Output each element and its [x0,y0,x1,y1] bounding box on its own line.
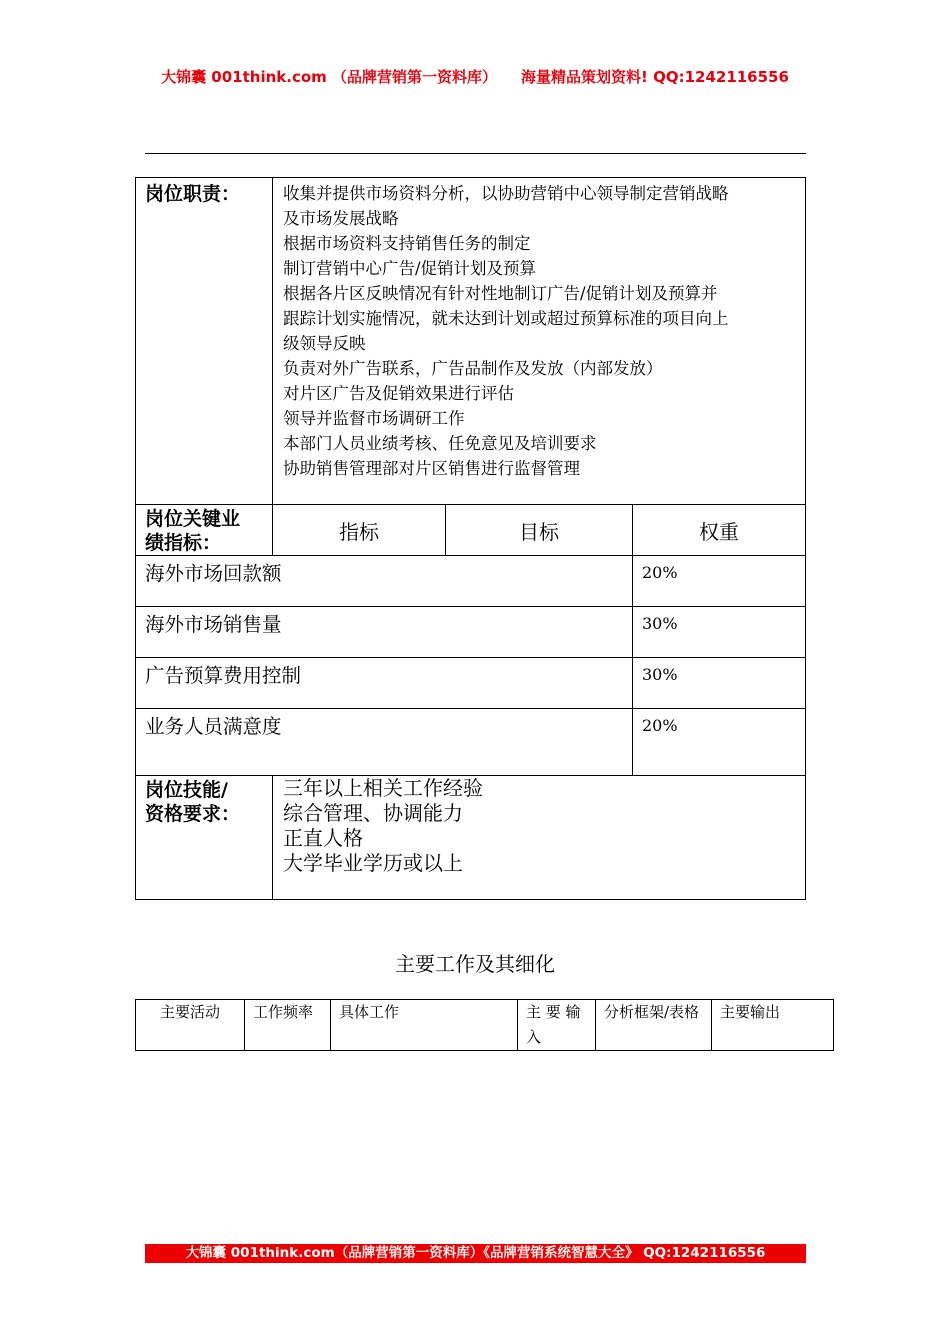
skills-content [273,776,806,900]
skills-label [136,776,273,900]
work-col-frequency: 工作频率 [245,1000,331,1051]
kpi-row-weight: 20% [633,709,806,776]
duty-line: 级领导反映 [283,334,366,353]
duty-line: 跟踪计划实施情况，就未达到计划或超过预算标准的项目向上 [283,309,729,328]
work-col-detail: 具体工作 [331,1000,518,1051]
kpi-label-line: 岗位关键业 [145,508,241,530]
duty-line: 制订营销中心广告/促销计划及预算 [283,259,537,278]
work-table-header-row [136,1000,834,1051]
duty-line: 根据各片区反映情况有针对性地制订广告/促销计划及预算并 [283,284,718,303]
work-col-input: 主 要 输入 [518,1000,596,1051]
skills-row [136,776,806,900]
kpi-row-name: 业务人员满意度 [136,709,633,776]
kpi-row [136,658,806,709]
duty-line: 协助销售管理部对片区销售进行监督管理 [283,459,580,478]
section-title: 主要工作及其细化 [395,952,555,976]
kpi-row-name: 广告预算费用控制 [136,658,633,709]
duties-content [273,178,806,505]
duty-line: 本部门人员业绩考核、任免意见及培训要求 [283,434,597,453]
duties-row [136,178,806,505]
kpi-col-indicator: 指标 [273,505,446,556]
skill-line: 三年以上相关工作经验 [283,776,483,800]
skill-line: 综合管理、协调能力 [283,801,463,825]
kpi-row [136,607,806,658]
header-slogan: 海量精品策划资料! QQ:1242116556 [521,68,789,86]
duty-line: 收集并提供市场资料分析，以协助营销中心领导制定营销战略 [283,184,729,203]
skills-label-line: 岗位技能/ [145,779,228,801]
kpi-row-name: 海外市场销售量 [136,607,633,658]
kpi-col-weight: 权重 [633,505,806,556]
duty-line: 领导并监督市场调研工作 [283,409,465,428]
work-detail-table [135,999,834,1051]
duty-line: 根据市场资料支持销售任务的制定 [283,234,531,253]
skills-label-line: 资格要求： [145,803,241,825]
kpi-label [136,505,273,556]
work-col-framework: 分析框架/表格 [596,1000,712,1051]
kpi-label-line: 绩指标： [145,532,222,554]
kpi-row-weight: 30% [633,607,806,658]
kpi-col-target: 目标 [446,505,633,556]
header-rule [145,153,806,154]
duty-line: 对片区广告及促销效果进行评估 [283,384,514,403]
work-col-output: 主要输出 [712,1000,834,1051]
duty-line: 及市场发展战略 [283,209,399,228]
kpi-row-weight: 30% [633,658,806,709]
work-col-activity: 主要活动 [136,1000,245,1051]
kpi-row-weight: 20% [633,556,806,607]
skill-line: 正直人格 [283,826,363,850]
kpi-row-name: 海外市场回款额 [136,556,633,607]
kpi-row [136,709,806,776]
page-header [0,66,950,87]
kpi-header-row [136,505,806,556]
skill-line: 大学毕业学历或以上 [283,851,463,875]
duty-line: 负责对外广告联系，广告品制作及发放（内部发放） [283,359,663,378]
duties-label: 岗位职责： [136,178,273,505]
job-description-table [135,177,806,900]
kpi-row [136,556,806,607]
page-footer: 大锦囊 001think.com（品牌营销第一资料库）《品牌营销系统智慧大全》 QQ:1242116556 [145,1244,806,1263]
header-site-link[interactable]: 大锦囊 001think.com （品牌营销第一资料库） [161,68,497,86]
